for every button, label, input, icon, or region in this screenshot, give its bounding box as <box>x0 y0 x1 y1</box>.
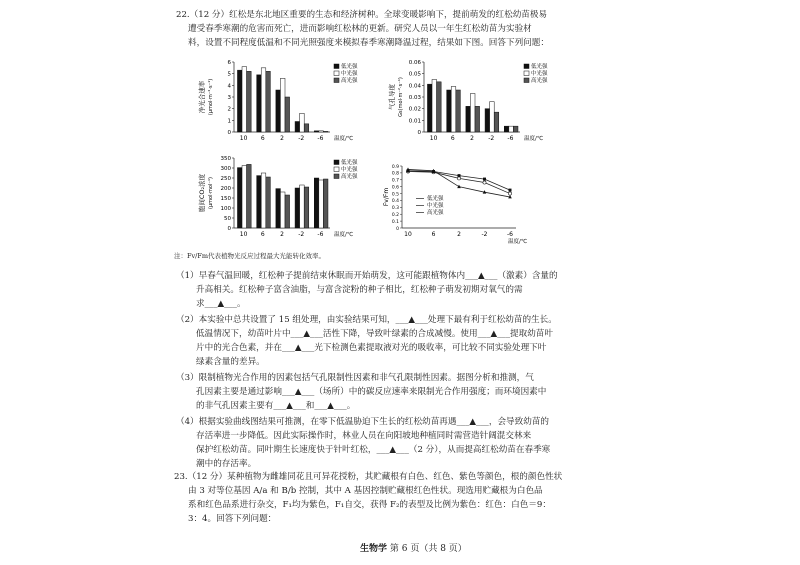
y-tick-label: 1 <box>227 118 231 125</box>
bar <box>237 70 242 132</box>
bar <box>266 71 271 132</box>
figure-note: 注：Fv/Fm代表植物光反应过程最大光能转化效率。 <box>174 252 326 260</box>
x-tick-label: 2 <box>280 231 284 238</box>
sub-q4-line-1: （4）根据实验曲线图结果可推测，在零下低温胁迫下生长的红松幼苗再遇___▲___，会导致幼苗的 <box>176 417 550 427</box>
bar <box>314 131 319 132</box>
q23-line-3: 系和红色品系进行杂交，F₁均为紫色，F₁自交，获得 F₂的表型及比例为紫色：红色：白色＝9： <box>188 500 551 510</box>
legend-swatch <box>334 78 339 83</box>
y-tick-label: 3 <box>227 95 231 101</box>
legend-swatch <box>524 78 529 83</box>
bar <box>276 189 281 228</box>
sub-q4-line-4: 潮中的存活率。 <box>196 459 257 469</box>
y-tick-label: 0 <box>396 226 399 232</box>
legend-entry: 高光强 <box>341 78 358 84</box>
y-tick-label: 150 <box>220 196 231 202</box>
y-tick-label: 0 <box>227 226 231 232</box>
x-tick-label: -2 <box>488 135 495 142</box>
y-tick-label: 0 <box>227 130 231 136</box>
sub-q2-line-4: 绿素含量的差异。 <box>196 357 265 367</box>
bar <box>285 97 290 132</box>
legend-entry: 中光强 <box>531 71 548 77</box>
bar <box>261 68 266 132</box>
legend-entry: 中光强 <box>341 71 358 77</box>
y-tick-label: 0.04 <box>408 83 421 90</box>
y-tick-label: 0.4 <box>391 199 399 205</box>
chart-intercellular-co2 <box>196 152 372 248</box>
bar <box>247 71 252 132</box>
y-tick-label: 250 <box>220 176 231 182</box>
chart-fvfm <box>380 160 550 248</box>
bar <box>300 113 305 132</box>
y-tick-label: 50 <box>224 216 231 222</box>
x-tick-label: 6 <box>450 135 455 142</box>
y-tick-label: 0.03 <box>408 95 421 101</box>
point <box>483 178 486 181</box>
y-axis-unit: (μmol·mol⁻¹) <box>208 177 214 209</box>
bar <box>323 131 328 132</box>
q23-line-4: 3：4。回答下列问题： <box>188 514 277 524</box>
y-tick-label: 0.02 <box>408 106 421 113</box>
point <box>457 177 460 180</box>
legend-swatch <box>334 174 339 179</box>
x-tick-label: -2 <box>481 231 488 238</box>
bar <box>247 164 252 228</box>
x-tick-label: 2 <box>470 135 474 142</box>
point <box>509 189 512 192</box>
x-tick-label: 6 <box>431 231 436 238</box>
sub-q4-line-3: 保护红松幼苗。同叶期生长速度快于针叶红松，___▲___（2 分），从而提高红松幼苗在春季寒 <box>196 445 551 455</box>
q22-line-2: 遭受春季寒潮的危害而死亡，进而影响红松林的更新。研究人员以一年生红松幼苗为实验材 <box>188 24 532 34</box>
x-axis-unit: 温度/℃ <box>524 136 544 142</box>
bar <box>300 185 305 228</box>
sub-q3-line-1: （3）限制植物光合作用的因素包括气孔限制性因素和非气孔限制性因素。据图分析和推测，气 <box>176 373 534 383</box>
y-tick-label: 5 <box>227 71 231 78</box>
q23-line-1: 23.（12 分）某种植物为雌雄同花且可异花授粉，其贮藏根有白色、红色、紫色等颜色，根的颜色性状 <box>174 472 563 482</box>
sub-q1-line-3: 求___▲___。 <box>196 299 246 309</box>
bar <box>437 82 442 132</box>
x-tick-label: 10 <box>404 231 412 238</box>
x-tick-label: 2 <box>457 231 461 238</box>
y-tick-label: 0.01 <box>408 118 421 125</box>
point <box>508 192 511 195</box>
x-tick-label: 6 <box>260 135 265 142</box>
bar <box>295 122 300 133</box>
sub-q1-line-2: 升高相关。红松种子富含油脂，与富含淀粉的种子相比，红松种子萌发初期对氧气的需 <box>196 285 523 295</box>
point <box>457 185 461 188</box>
x-tick-label: 10 <box>239 135 248 142</box>
footer-page: 第 6 页（共 8 页） <box>389 544 467 554</box>
point <box>483 181 486 184</box>
legend-entry: 高光强 <box>341 174 358 180</box>
bar <box>513 126 518 132</box>
y-tick-label: 0.1 <box>391 219 399 225</box>
bar <box>475 106 480 132</box>
legend-entry: 高光强 <box>427 210 444 216</box>
legend-swatch <box>524 64 529 69</box>
y-tick-label: 0.05 <box>408 71 421 78</box>
sub-q3-line-3: 的非气孔因素主要有___▲___和___▲___。 <box>196 401 356 411</box>
bar <box>451 87 456 133</box>
legend-entry: 中光强 <box>341 167 358 173</box>
chart-stomatal-conductance <box>386 56 562 152</box>
legend-entry: 低光强 <box>531 64 548 70</box>
bar <box>427 84 432 132</box>
y-tick-label: 0.3 <box>391 206 399 212</box>
sub-q2-line-2: 低温情况下，幼苗叶片中___▲___活性下降，导致叶绿素的合成减慢。使用___▲___提取幼苗叶 <box>196 329 553 339</box>
sub-q3-line-2: 孔因素主要是通过影响___▲___（场所）中的碳反应速率来限制光合作用强度；而环境因素中 <box>196 387 547 397</box>
sub-q2-line-3: 片中的光合色素，并在___▲___光下检测色素提取液对光的吸收率，可比较不同实验处理下叶 <box>196 343 547 353</box>
y-tick-label: 100 <box>220 206 231 212</box>
bar <box>466 106 471 132</box>
y-tick-label: 4 <box>227 83 231 90</box>
footer-subject: 生物学 <box>360 544 388 554</box>
bar <box>257 75 262 132</box>
bar <box>504 126 509 132</box>
y-axis-label: 净光合速率 <box>198 80 206 114</box>
legend-swatch <box>334 64 339 69</box>
legend-entry: 中光强 <box>427 203 444 209</box>
y-tick-label: 200 <box>220 186 231 192</box>
y-axis-label: Fv/Fm <box>383 187 390 207</box>
bar <box>470 94 475 133</box>
bar <box>456 90 461 132</box>
sub-q1-line-1: （1）早春气温回暖，红松种子提前结束休眠而开始萌发，这可能跟植物体内___▲___（激素）含量的 <box>176 271 558 281</box>
page-footer <box>360 541 467 554</box>
bar <box>494 112 499 132</box>
bar <box>319 131 324 132</box>
legend-entry: 高光强 <box>531 78 548 84</box>
bar <box>266 177 271 228</box>
bar <box>485 109 490 132</box>
x-tick-label: -6 <box>507 135 514 142</box>
legend-entry: 低光强 <box>341 64 358 70</box>
bar <box>295 188 300 228</box>
bar <box>242 67 247 132</box>
y-axis-unit: Gs(mol·m⁻²·s⁻¹) <box>398 77 404 117</box>
legend-swatch <box>334 160 339 165</box>
y-tick-label: 0.2 <box>391 213 399 219</box>
bar <box>237 168 242 228</box>
x-tick-label: 10 <box>429 135 438 142</box>
y-tick-label: 350 <box>220 156 231 162</box>
bar <box>242 166 247 228</box>
bar <box>432 80 437 133</box>
bar <box>257 176 262 228</box>
legend-swatch <box>524 71 529 76</box>
bar <box>509 126 514 132</box>
point <box>458 174 461 177</box>
y-tick-label: 0.7 <box>391 178 399 184</box>
bar <box>447 90 452 132</box>
x-tick-label: -6 <box>507 231 513 238</box>
y-tick-label: 300 <box>220 166 231 172</box>
bar <box>304 187 309 228</box>
legend-swatch <box>334 71 339 76</box>
q23-line-2: 由 3 对等位基因 A/a 和 B/b 控制，其中 A 基因控制贮藏根红色性状。现选用贮藏根为白色品 <box>188 486 543 496</box>
x-tick-label: -2 <box>298 231 305 238</box>
x-tick-label: -6 <box>317 231 324 238</box>
y-axis-label: 胞间CO₂浓度 <box>198 173 206 213</box>
x-tick-label: 6 <box>260 231 265 238</box>
q22-line-3: 料，设置不同程度低温和不同光照强度来模拟春季寒潮降温过程，结果如下图。回答下列问题： <box>188 38 549 48</box>
y-tick-label: 2 <box>227 106 231 113</box>
y-tick-label: 0.6 <box>391 185 399 191</box>
sub-q2-line-1: （2）本实验中总共设置了 15 组处理，由实验结果可知，___▲___处理下最有利于红松幼苗的生长。 <box>176 315 557 325</box>
x-axis-unit: 温度/℃ <box>508 239 528 245</box>
bar <box>490 102 495 132</box>
bar <box>304 124 309 132</box>
y-tick-label: 0 <box>417 130 421 136</box>
chart-net-photosynthesis <box>196 56 366 152</box>
legend-swatch <box>334 167 339 172</box>
y-tick-label: 0.8 <box>391 171 399 177</box>
bar <box>280 78 285 132</box>
q22-line-1: 22.（12 分）红松是东北地区重要的生态和经济树种。全球变暖影响下，提前萌发的红松幼苗极易 <box>176 10 548 20</box>
sub-q4-line-2: 存活率进一步降低。因此实际操作时，林业人员在向阳坡地种植同时需营造针阔混交林来 <box>196 431 532 441</box>
x-tick-label: 2 <box>280 135 284 142</box>
y-tick-label: 0.9 <box>391 164 399 170</box>
legend-entry: 低光强 <box>427 196 444 202</box>
bar <box>314 178 319 228</box>
y-axis-unit: (μmol·m⁻²·s⁻¹) <box>208 78 214 116</box>
y-tick-label: 0.06 <box>408 60 421 66</box>
bar <box>276 90 281 132</box>
bar <box>280 192 285 228</box>
x-tick-label: -2 <box>298 135 305 142</box>
bar <box>319 180 324 228</box>
bar <box>261 173 266 228</box>
x-tick-label: -6 <box>317 135 324 142</box>
x-axis-unit: 温度/℃ <box>334 232 354 238</box>
y-axis-label: 气孔导度 <box>388 84 396 110</box>
legend-entry: 低光强 <box>341 160 358 166</box>
y-tick-label: 6 <box>227 60 231 66</box>
bar <box>323 179 328 228</box>
x-axis-unit: 温度/℃ <box>334 136 354 142</box>
x-tick-label: 10 <box>239 231 248 238</box>
y-tick-label: 0.5 <box>391 192 399 198</box>
bar <box>285 195 290 228</box>
